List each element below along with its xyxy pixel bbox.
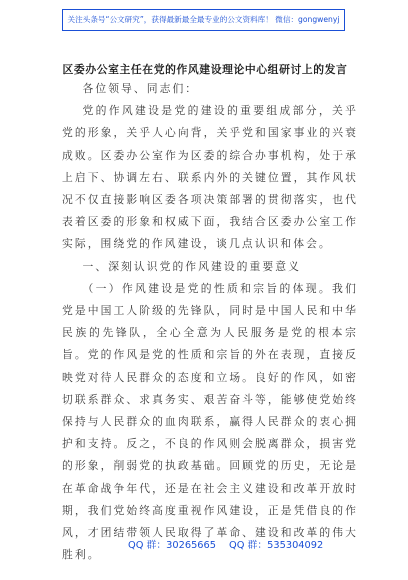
qq-group-left: QQ 群：30265665 — [128, 540, 216, 551]
paragraph-section-1: （一）作风建设是党的性质和宗旨的体现。我们党是中国工人阶级的先锋队，同时是中国人民和中华民族的先锋队，全心全意为人民服务是党的根本宗旨。党的作风是党的性质和宗旨的外在表现，直接反映党对待人民群众的态度和立场。良好的作风，如密切联系群众、求真务实、艰苦奋斗等，能够使党始终保持与人民群众的血肉联系，赢得人民群众的衷心拥护和支持。反之，不良的作风则会脱离群众，损害党的形象，削弱党的执政基础。回顾党的历史，无论是在革命战争年代，还是在社会主义建设和改革开放时期，我们党始终高度重视作风建设，正是凭借良的作风，才团结带领人民取得了革命、建设和改革的伟大胜利。 — [62, 281, 358, 562]
salutation: 各位领导、同志们： — [82, 82, 199, 95]
page-footer — [0, 537, 408, 553]
promo-banner-text: 关注头条号“公文研究”，获得最新最全最专业的公文资料库！ 微信：gongwenyj — [67, 15, 340, 24]
document-body — [62, 78, 358, 566]
document-title: 区委办公室主任在党的作风建设理论中心组研讨上的发言 — [62, 63, 348, 76]
promo-banner — [62, 9, 345, 31]
section-heading: 一、深刻认识党的作风建设的重要意义 — [82, 259, 301, 273]
qq-group-right: QQ 群：535304092 — [229, 540, 324, 551]
paragraph-intro: 党的作风建设是党的建设的重要组成部分，关乎党的形象，关乎人心向背，关乎党和国家事业的兴衰成败。区委办公室作为区委的综合办事机构，处于承上启下、协调左右、联系内外的关键位置，其作风状况不仅直接影响区委各项决策部署的贯彻落实，也代表着区委的形象和权威下面，我结合区委办公室工作实际，围绕党的作风建设，谈几点认识和体会。 — [62, 104, 358, 251]
